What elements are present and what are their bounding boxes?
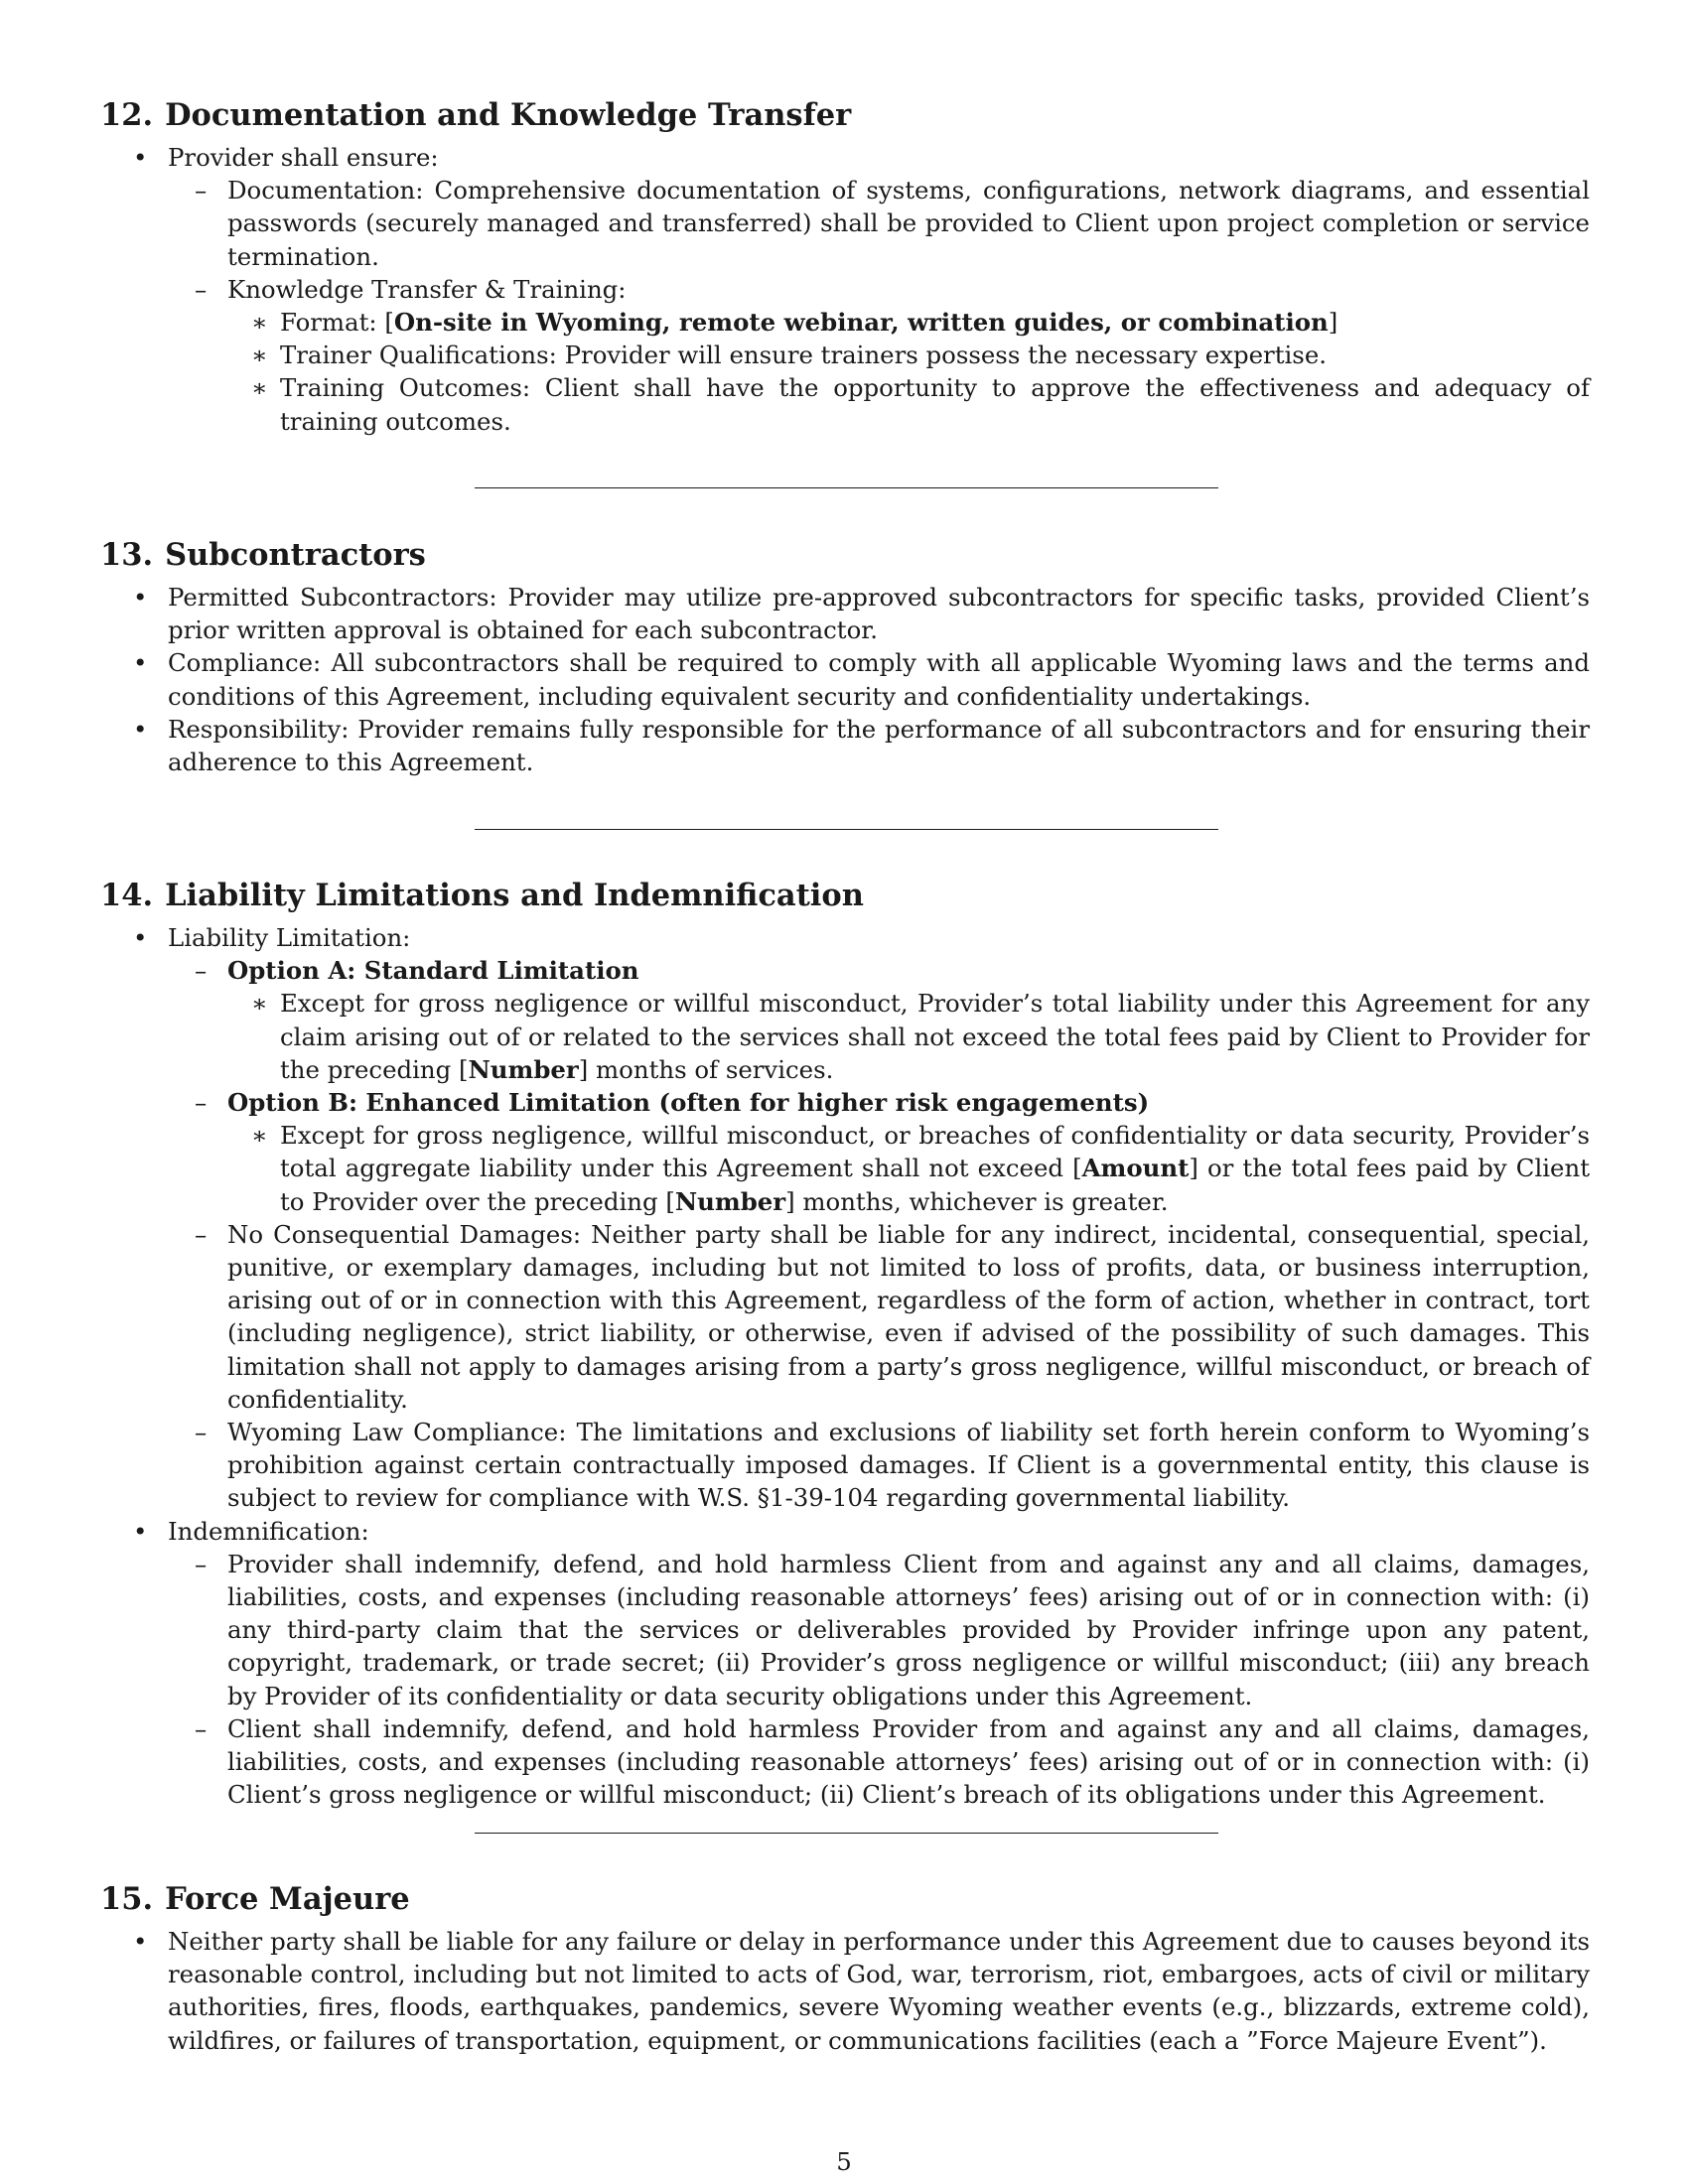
- list-item: • Permitted Subcontractors: Provider may utilize pre-approved subcontractors for specific tasks, provided Client’s prior written approval is obtained for each subcontractor.: [133, 583, 1590, 645]
- list-item: ∗ Format: [On-site in Wyoming, remote webinar, written guides, or combination]: [227, 306, 1590, 339]
- section-divider: [475, 829, 1218, 830]
- list-item: – Option B: Enhanced Limitation (often for higher risk engagements) ∗ Except for gross negligence, willful misconduct, or breaches of confidentiality or data security, Provider’s total aggregate liability under this Agreement shall not exceed [Amount] or the total fees paid by Client to Provider over the preceding [Number] months, whichever is greater.: [168, 1086, 1590, 1218]
- section-divider: [475, 487, 1218, 488]
- list-item: – Knowledge Transfer & Training: ∗ Format: [On-site in Wyoming, remote webinar, written guides, or combination] ∗ Trainer Qualifications: Provider will ensure trainers possess the necessary expertise. ∗ Training Outcomes: Client shall have the opportunity to approve the effectiveness and adequacy of training outcomes.: [168, 273, 1590, 438]
- list-item: • Liability Limitation: – Option A: Standard Limitation ∗ Except for gross negligence or willful misconduct, Provider’s total liability under this Agreement for any claim arising out of or related to the services shall not exceed the total fees paid by Client to Provider for the preceding [Number] months of services. – Option B: Enhanced Limitation (often for higher risk engagements) ∗ Except for gross negligence, willful misconduct, or breaches of confidentiality or data security, Provider’s total aggregate liability under this Agreement shall not exceed [Amount] or the total fees paid by Client to Provider over the preceding [Number] months, whichever is greater. – No Consequential Damages: Neither party shall be liable for any indirect, incidental, consequential, special, punitive, or exemplary damages, including but not limited to loss of profits, data, or business interruption, arising out of or in connection with this Agreement, regardless of the form of action, whether in contract, tort (including negligence), strict liability, or otherwise, even if advised of the possibility of such damages. This limitation shall not apply to damages arising from a party’s gross negligence, willful misconduct, or breach of confidentiality. – Wyoming Law Compliance: The limitations and exclusions of liability set forth herein conform to Wyoming’s prohibition against certain contractually imposed damages. If Client is a governmental entity, this clause is subject to review for compliance with W.S. §1-39-104 regarding governmental liability.: [100, 921, 1590, 1515]
- section-divider: [475, 1833, 1218, 1834]
- star-marker: ∗: [251, 373, 268, 403]
- page-number: 5: [836, 2147, 852, 2176]
- list-item: ∗ Except for gross negligence or willful misconduct, Provider’s total liability under this Agreement for any claim arising out of or related to the services shall not exceed the total fees paid by Client to Provider for the preceding [Number] months of services.: [251, 989, 1590, 1084]
- bullet-marker: •: [133, 714, 148, 744]
- list-item: – No Consequential Damages: Neither party shall be liable for any indirect, incidental, consequential, special, punitive, or exemplary damages, including but not limited to loss of profits, data, or business interruption, arising out of or in connection with this Agreement, regardless of the form of action, whether in contract, tort (including negligence), strict liability, or otherwise, even if advised of the possibility of such damages. This limitation shall not apply to damages arising from a party’s gross negligence, willful misconduct, or breach of confidentiality.: [195, 1219, 1590, 1414]
- section-list: [100, 921, 1590, 1811]
- bullet-marker: •: [133, 583, 148, 612]
- list-item: • Compliance: All subcontractors shall be required to comply with all applicable Wyoming laws and the terms and conditions of this Agreement, including equivalent security and confidentiality undertakings.: [133, 648, 1590, 711]
- dash-marker: –: [195, 1418, 208, 1447]
- dash-marker: –: [195, 1713, 208, 1743]
- section-heading: 14. Liability Limitations and Indemnification: [100, 878, 864, 913]
- star-marker: ∗: [251, 989, 268, 1019]
- bullet-marker: •: [133, 1516, 148, 1546]
- list-item: ∗ Training Outcomes: Client shall have the opportunity to approve the effectiveness and adequacy of training outcomes.: [251, 373, 1590, 436]
- section-14: [100, 876, 1590, 1811]
- list-item: • Responsibility: Provider remains fully responsible for the performance of all subcontractors and for ensuring their adherence to this Agreement.: [133, 714, 1590, 777]
- list-item: ∗ Except for gross negligence, willful misconduct, or breaches of confidentiality or data security, Provider’s total aggregate liability under this Agreement shall not exceed [Amount] or the total fees paid by Client to Provider over the preceding [Number] months, whichever is greater.: [251, 1121, 1590, 1216]
- dash-marker: –: [195, 1088, 208, 1118]
- bullet-marker: •: [133, 143, 148, 172]
- section-list: [100, 1925, 1590, 2057]
- list-item: ∗ Trainer Qualifications: Provider will ensure trainers possess the necessary expertise.: [227, 339, 1590, 371]
- bullet-marker: •: [133, 1927, 148, 1956]
- bullet-marker: •: [133, 648, 148, 678]
- star-marker: ∗: [251, 1121, 268, 1151]
- section-15: [100, 1879, 1590, 2057]
- dash-marker: –: [195, 274, 208, 304]
- list-item: – Wyoming Law Compliance: The limitations and exclusions of liability set forth herein conform to Wyoming’s prohibition against certain contractually imposed damages. If Client is a governmental entity, this clause is subject to review for compliance with W.S. §1-39-104 regarding governmental liability.: [195, 1418, 1590, 1513]
- section-13: [100, 535, 1590, 778]
- bullet-marker: •: [133, 923, 148, 952]
- list-item: – Client shall indemnify, defend, and hold harmless Provider from and against any and all claims, damages, liabilities, costs, and expenses (including reasonable attorneys’ fees) arising out of or in connection with: (i) Client’s gross negligence or willful misconduct; (ii) Client’s breach of its obligations under this Agreement.: [195, 1713, 1590, 1810]
- list-item: • Neither party shall be liable for any failure or delay in performance under this Agreement due to causes beyond its reasonable control, including but not limited to acts of God, war, terrorism, riot, embargoes, acts of civil or military authorities, fires, floods, earthquakes, pandemics, severe Wyoming weather events (e.g., blizzards, extreme cold), wildfires, or failures of transportation, equipment, or communications facilities (each a ”Force Majeure Event”).: [133, 1927, 1590, 2055]
- list-item: • Indemnification: – Provider shall indemnify, defend, and hold harmless Client from and against any and all claims, damages, liabilities, costs, and expenses (including reasonable attorneys’ fees) arising out of or in connection with: (i) any third-party claim that the services or deliverables provided by Provider infringe upon any patent, copyright, trademark, or trade secret; (ii) Provider’s gross negligence or willful misconduct; (iii) any breach by Provider of its confidentiality or data security obligations under this Agreement. – Client shall indemnify, defend, and hold harmless Provider from and against any and all claims, damages, liabilities, costs, and expenses (including reasonable attorneys’ fees) arising out of or in connection with: (i) Client’s gross negligence or willful misconduct; (ii) Client’s breach of its obligations under this Agreement.: [100, 1515, 1590, 1812]
- dash-marker: –: [195, 1219, 208, 1249]
- dash-marker: –: [195, 956, 208, 986]
- section-heading: 15. Force Majeure: [100, 1881, 410, 1917]
- section-list: [100, 581, 1590, 778]
- section-heading: 13. Subcontractors: [100, 537, 426, 573]
- star-marker: ∗: [251, 341, 268, 370]
- dash-marker: –: [195, 1549, 208, 1578]
- list-item: – Provider shall indemnify, defend, and hold harmless Client from and against any and all claims, damages, liabilities, costs, and expenses (including reasonable attorneys’ fees) arising out of or in connection with: (i) any third-party claim that the services or deliverables provided by Provider infringe upon any patent, copyright, trademark, or trade secret; (ii) Provider’s gross negligence or willful misconduct; (iii) any breach by Provider of its confidentiality or data security obligations under this Agreement.: [195, 1549, 1590, 1710]
- section-list: [100, 141, 1590, 438]
- list-item: – Option A: Standard Limitation ∗ Except for gross negligence or willful misconduct, Provider’s total liability under this Agreement for any claim arising out of or related to the services shall not exceed the total fees paid by Client to Provider for the preceding [Number] months of services.: [168, 954, 1590, 1086]
- dash-marker: –: [195, 176, 208, 205]
- list-item: • Provider shall ensure: – Documentation: Comprehensive documentation of systems, configurations, network diagrams, and essential passwords (securely managed and transferred) shall be provided to Client upon project completion or service termination. – Knowledge Transfer & Training: ∗ Format: [On-site in Wyoming, remote webinar, written guides, or combination] ∗ Trainer Qualifications: Provider will ensure trainers possess the necessary expertise. ∗ Training Outcomes: Client shall have the opportunity to approve the effectiveness and adequacy of training outcomes.: [100, 141, 1590, 438]
- section-12: [100, 95, 1590, 438]
- list-item: – Documentation: Comprehensive documentation of systems, configurations, network diagrams, and essential passwords (securely managed and transferred) shall be provided to Client upon project completion or service termination.: [195, 176, 1590, 271]
- section-heading: 12. Documentation and Knowledge Transfer: [100, 97, 852, 133]
- star-marker: ∗: [251, 308, 268, 338]
